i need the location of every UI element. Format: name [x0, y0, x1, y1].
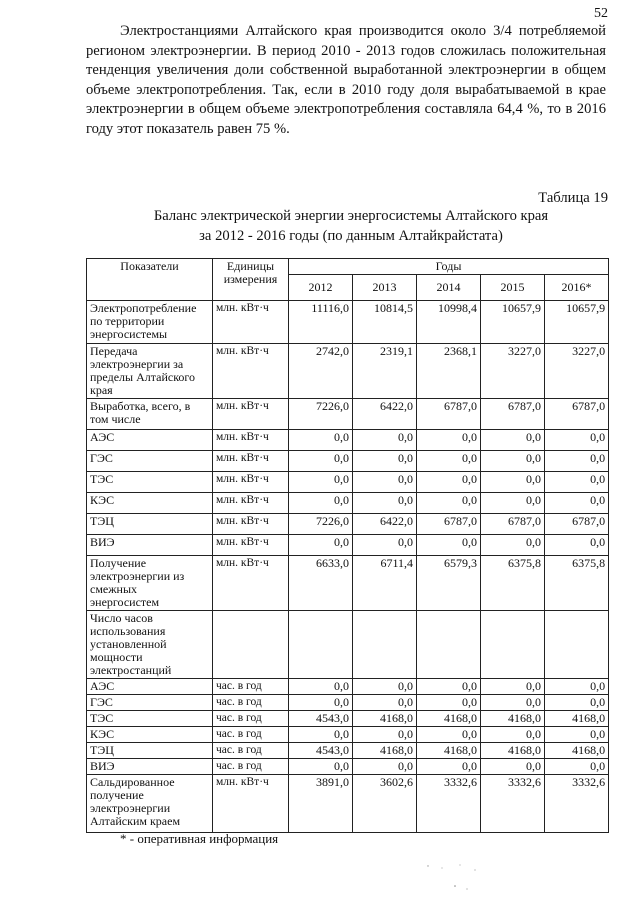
row-value: 3332,6: [417, 775, 481, 833]
table-row: [87, 727, 609, 743]
row-value: 0,0: [289, 493, 353, 514]
row-value: 10657,9: [481, 301, 545, 344]
table-label: Таблица 19: [538, 190, 608, 206]
row-value: [417, 611, 481, 679]
row-value: [481, 611, 545, 679]
row-value: 0,0: [353, 451, 417, 472]
row-unit: млн. кВт·ч: [213, 344, 289, 399]
row-value: 0,0: [481, 451, 545, 472]
row-value: 6633,0: [289, 556, 353, 611]
row-indicator: ТЭС: [87, 711, 213, 727]
row-value: 4168,0: [545, 743, 609, 759]
row-value: 0,0: [353, 695, 417, 711]
table-row: [87, 695, 609, 711]
row-value: 0,0: [417, 759, 481, 775]
row-value: 0,0: [353, 493, 417, 514]
row-unit: [213, 611, 289, 679]
row-value: 0,0: [545, 472, 609, 493]
row-value: 3227,0: [545, 344, 609, 399]
row-indicator: АЭС: [87, 679, 213, 695]
table-row: [87, 514, 609, 535]
row-value: 10814,5: [353, 301, 417, 344]
row-value: 4543,0: [289, 711, 353, 727]
row-unit: млн. кВт·ч: [213, 514, 289, 535]
row-value: 3332,6: [545, 775, 609, 833]
row-value: 4168,0: [481, 743, 545, 759]
table-title-line1: Баланс электрической энергии энергосистемы Алтайского края: [153, 208, 549, 224]
row-value: 0,0: [481, 430, 545, 451]
row-unit: млн. кВт·ч: [213, 775, 289, 833]
row-value: 4168,0: [417, 743, 481, 759]
row-value: 0,0: [353, 679, 417, 695]
row-indicator: ВИЭ: [87, 535, 213, 556]
table-row: [87, 611, 609, 679]
row-value: 7226,0: [289, 399, 353, 430]
header-year: 2016*: [545, 275, 609, 301]
row-value: 0,0: [481, 679, 545, 695]
row-indicator: Выработка, всего, в том числе: [87, 399, 213, 430]
row-value: 2368,1: [417, 344, 481, 399]
row-value: 0,0: [353, 472, 417, 493]
row-value: 4543,0: [289, 743, 353, 759]
row-indicator: Сальдированное получение электроэнергии Алтайским краем: [87, 775, 213, 833]
header-year: 2015: [481, 275, 545, 301]
row-unit: час. в год: [213, 727, 289, 743]
row-value: 0,0: [417, 430, 481, 451]
row-value: 0,0: [289, 695, 353, 711]
row-value: 4168,0: [545, 711, 609, 727]
row-unit: млн. кВт·ч: [213, 399, 289, 430]
row-value: 6375,8: [481, 556, 545, 611]
footnote: * - оперативная информация: [120, 831, 279, 846]
row-indicator: Получение электроэнергии из смежных энергосистем: [87, 556, 213, 611]
energy-balance-table: [86, 258, 609, 833]
row-value: 0,0: [545, 695, 609, 711]
row-value: 0,0: [417, 695, 481, 711]
row-value: 0,0: [481, 535, 545, 556]
table-title: [86, 206, 616, 246]
row-indicator: ВИЭ: [87, 759, 213, 775]
row-value: 2319,1: [353, 344, 417, 399]
table-row: [87, 344, 609, 399]
row-unit: час. в год: [213, 679, 289, 695]
row-value: 0,0: [417, 472, 481, 493]
row-value: 0,0: [481, 472, 545, 493]
row-value: [289, 611, 353, 679]
row-indicator: ГЭС: [87, 451, 213, 472]
row-unit: млн. кВт·ч: [213, 535, 289, 556]
row-value: 0,0: [289, 430, 353, 451]
row-value: 0,0: [481, 727, 545, 743]
row-indicator: Число часов использования установленной мощности электростанций: [87, 611, 213, 679]
table-row: [87, 743, 609, 759]
row-value: 0,0: [289, 727, 353, 743]
row-indicator: КЭС: [87, 727, 213, 743]
table-row: [87, 493, 609, 514]
header-indicator: Показатели: [87, 259, 213, 301]
table-title-line2: за 2012 - 2016 годы (по данным Алтайкрайстата): [199, 228, 503, 244]
intro-paragraph: Электростанциями Алтайского края производится около 3/4 потребляемой регионом электроэнергии. В период 2010 - 2013 годов сложилась положительная тенденция увеличения доли собственной выработанной электроэнергии в общем объеме электропотребления. Так, если в 2010 году доля вырабатываемой в крае электроэнергии в общем объеме электропотребления составляла 64,4 %, то в 2016 году этот показатель равен 75 %.: [86, 23, 606, 137]
row-value: 0,0: [417, 493, 481, 514]
row-indicator: ГЭС: [87, 695, 213, 711]
row-value: 0,0: [289, 472, 353, 493]
row-value: 0,0: [545, 759, 609, 775]
row-value: 0,0: [289, 535, 353, 556]
table-row: [87, 472, 609, 493]
row-value: 0,0: [417, 451, 481, 472]
row-value: 6787,0: [417, 399, 481, 430]
table-row: [87, 759, 609, 775]
header-year: 2014: [417, 275, 481, 301]
row-value: 4168,0: [353, 743, 417, 759]
row-value: [545, 611, 609, 679]
row-value: 0,0: [353, 535, 417, 556]
row-value: 4168,0: [417, 711, 481, 727]
row-value: 6787,0: [481, 399, 545, 430]
header-years-group: Годы: [289, 259, 609, 275]
row-value: 0,0: [353, 430, 417, 451]
row-value: [353, 611, 417, 679]
row-value: 0,0: [289, 759, 353, 775]
row-value: 0,0: [353, 759, 417, 775]
row-indicator: КЭС: [87, 493, 213, 514]
row-value: 3332,6: [481, 775, 545, 833]
row-indicator: ТЭЦ: [87, 514, 213, 535]
row-indicator: Электропотребление по территории энергосистемы: [87, 301, 213, 344]
table-row: [87, 711, 609, 727]
row-value: 6375,8: [545, 556, 609, 611]
row-value: 6787,0: [545, 514, 609, 535]
row-value: 0,0: [481, 493, 545, 514]
header-year: 2012: [289, 275, 353, 301]
row-indicator: ТЭЦ: [87, 743, 213, 759]
row-value: 4168,0: [481, 711, 545, 727]
table-row: [87, 535, 609, 556]
row-value: 7226,0: [289, 514, 353, 535]
row-value: 10998,4: [417, 301, 481, 344]
row-value: 0,0: [481, 695, 545, 711]
row-value: 0,0: [417, 727, 481, 743]
row-indicator: Передача электроэнергии за пределы Алтайского края: [87, 344, 213, 399]
row-value: 6579,3: [417, 556, 481, 611]
page-number: 52: [594, 6, 608, 21]
table-row: [87, 556, 609, 611]
row-value: 0,0: [289, 451, 353, 472]
row-value: 0,0: [417, 679, 481, 695]
row-value: 6787,0: [545, 399, 609, 430]
table-row: [87, 775, 609, 833]
row-value: 0,0: [545, 493, 609, 514]
row-unit: час. в год: [213, 743, 289, 759]
row-value: 0,0: [481, 759, 545, 775]
row-value: 0,0: [545, 727, 609, 743]
row-value: 3227,0: [481, 344, 545, 399]
row-value: 10657,9: [545, 301, 609, 344]
table-row: [87, 399, 609, 430]
row-value: 3891,0: [289, 775, 353, 833]
table-body: [87, 301, 609, 833]
row-value: 6787,0: [417, 514, 481, 535]
row-unit: час. в год: [213, 695, 289, 711]
row-indicator: АЭС: [87, 430, 213, 451]
header-year: 2013: [353, 275, 417, 301]
row-value: 6422,0: [353, 399, 417, 430]
row-value: 6711,4: [353, 556, 417, 611]
header-unit: Единицы измерения: [213, 259, 289, 301]
row-value: 11116,0: [289, 301, 353, 344]
row-value: 6787,0: [481, 514, 545, 535]
row-value: 0,0: [417, 535, 481, 556]
row-unit: млн. кВт·ч: [213, 556, 289, 611]
row-value: 4168,0: [353, 711, 417, 727]
row-unit: млн. кВт·ч: [213, 472, 289, 493]
row-value: 2742,0: [289, 344, 353, 399]
row-unit: час. в год: [213, 711, 289, 727]
table-row: [87, 451, 609, 472]
row-value: 0,0: [545, 535, 609, 556]
scan-specks: [420, 862, 490, 892]
row-unit: млн. кВт·ч: [213, 451, 289, 472]
table-row: [87, 301, 609, 344]
row-unit: млн. кВт·ч: [213, 301, 289, 344]
table-row: [87, 430, 609, 451]
row-value: 0,0: [545, 679, 609, 695]
row-value: 0,0: [545, 430, 609, 451]
row-value: 3602,6: [353, 775, 417, 833]
row-unit: час. в год: [213, 759, 289, 775]
row-value: 0,0: [289, 679, 353, 695]
table-row: [87, 679, 609, 695]
row-indicator: ТЭС: [87, 472, 213, 493]
row-value: 6422,0: [353, 514, 417, 535]
row-value: 0,0: [353, 727, 417, 743]
row-unit: млн. кВт·ч: [213, 493, 289, 514]
row-unit: млн. кВт·ч: [213, 430, 289, 451]
row-value: 0,0: [545, 451, 609, 472]
